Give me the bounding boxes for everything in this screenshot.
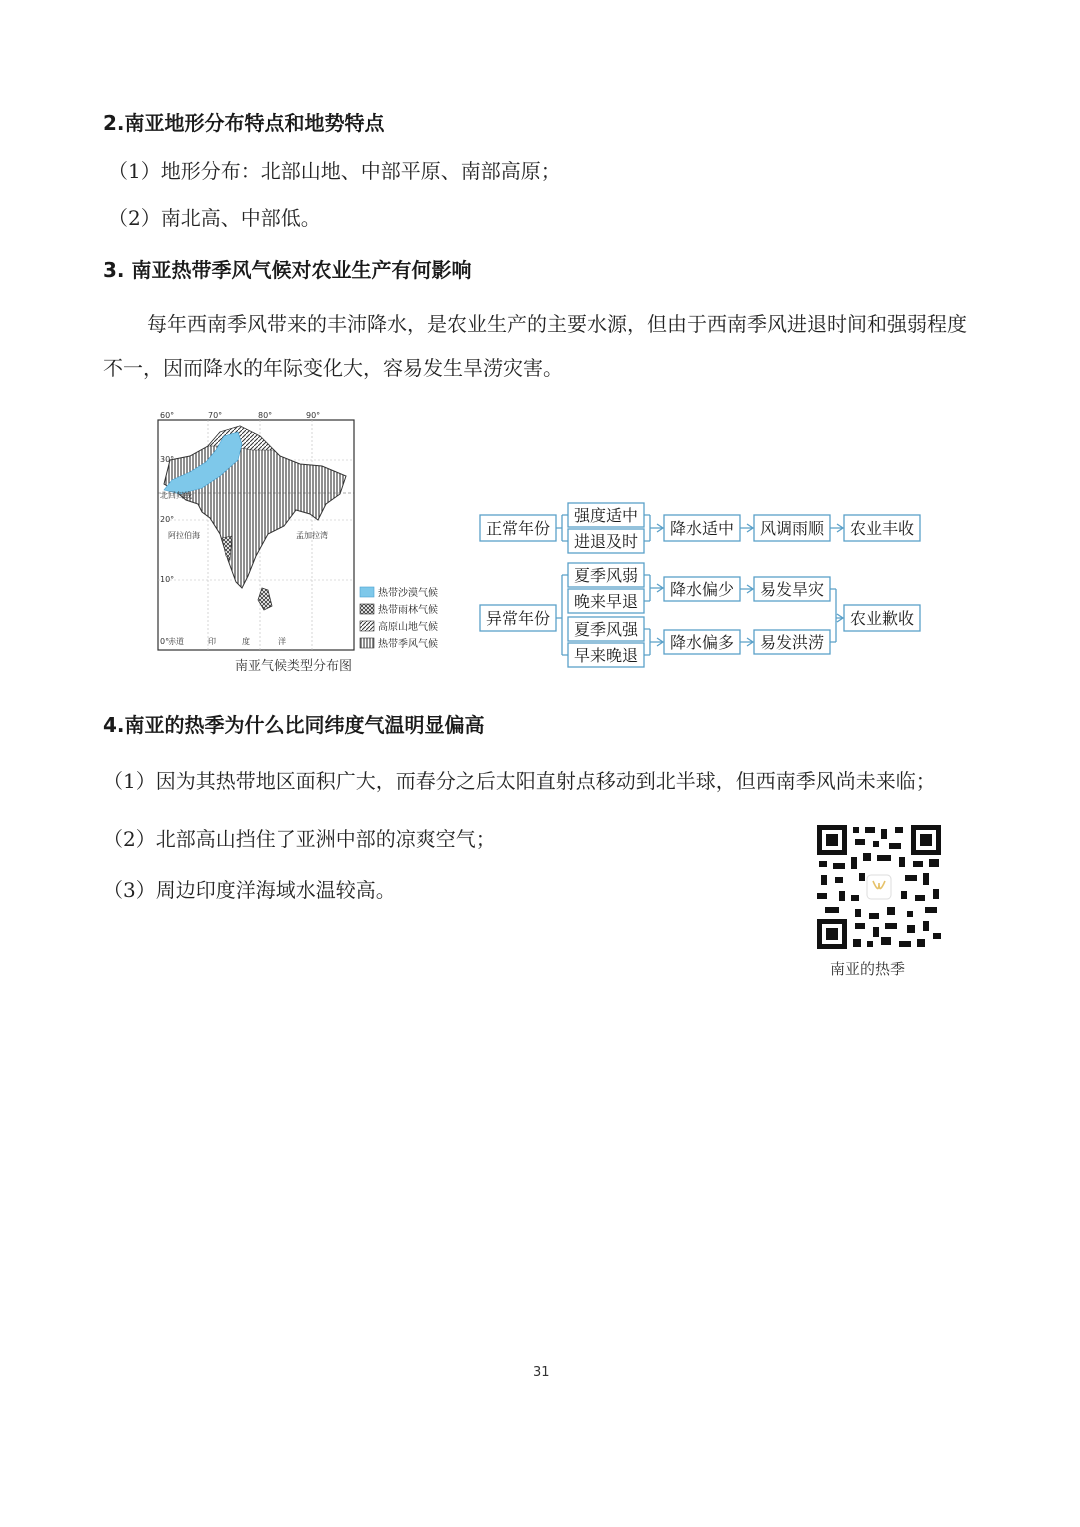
section-4-heading: 4.南亚的热季为什么比同纬度气温明显偏高: [103, 713, 485, 737]
section-2-item-1: （1）地形分布：北部山地、中部平原、南部高原；: [108, 159, 561, 183]
legend-label-rainforest: 热带雨林气候: [378, 605, 438, 616]
lat-label-10: 10°: [160, 575, 175, 584]
legend-swatch-rainforest: [360, 604, 374, 614]
legend-label-desert: 热带沙漠气候: [378, 588, 438, 599]
text-wet-cause-2: 早来晚退: [573, 646, 639, 665]
text-dry-result-1: 降水偏少: [669, 580, 735, 599]
bay-of-bengal-label: 孟加拉湾: [296, 531, 328, 540]
indian-ocean-label-2: 度: [242, 637, 250, 646]
text-normal-result-2: 风调雨顺: [759, 519, 825, 538]
text-normal-cause-2: 进退及时: [573, 532, 639, 551]
arabian-sea-label: 阿拉伯海: [168, 531, 200, 540]
text-normal-result-3: 农业丰收: [849, 519, 915, 538]
text-wet-result-1: 降水偏多: [669, 633, 735, 652]
lon-label-70: 70°: [208, 411, 223, 420]
text-wet-result-2: 易发洪涝: [759, 633, 825, 652]
section-3-heading: 3. 南亚热带季风气候对农业生产有何影响: [103, 258, 472, 282]
text-dry-result-2: 易发旱灾: [759, 580, 825, 599]
text-normal-cause-1: 强度适中: [573, 506, 639, 525]
text-normal-result-1: 降水适中: [669, 519, 735, 538]
section-2-heading: 2.南亚地形分布特点和地势特点: [103, 111, 385, 135]
map-legend: [360, 586, 438, 650]
legend-swatch-highland: [360, 621, 374, 631]
lon-label-60: 60°: [160, 411, 175, 420]
lon-label-90: 90°: [306, 411, 321, 420]
qr-caption: 南亚的热季: [830, 960, 906, 978]
section-3-paragraph: 每年西南季风带来的丰沛降水，是农业生产的主要水源，但由于西南季风进退时间和强弱程度不一，因而降水的年际变化大，容易发生旱涝灾害。: [103, 312, 967, 380]
flow-diagram: [470, 495, 930, 675]
legend-swatch-monsoon: [360, 638, 374, 648]
equator-label: 赤道: [168, 637, 184, 646]
lat-label-20: 20°: [160, 515, 175, 524]
text-dry-cause-2: 晚来早退: [573, 592, 639, 611]
map-caption: 南亚气候类型分布图: [235, 659, 353, 674]
lat-label-0: 0°: [160, 637, 170, 646]
legend-label-monsoon: 热带季风气候: [378, 639, 438, 650]
text-wet-cause-1: 夏季风强: [573, 620, 639, 639]
page-number: 31: [533, 1365, 550, 1380]
qr-code[interactable]: [815, 823, 943, 951]
lon-label-80: 80°: [258, 411, 273, 420]
indian-ocean-label-3: 洋: [278, 637, 286, 646]
text-abnormal-year: 异常年份: [485, 609, 551, 628]
section-4-item-3: （3）周边印度洋海域水温较高。: [103, 878, 396, 902]
section-4-item-1: （1）因为其热带地区面积广大，而春分之后太阳直射点移动到北半球，但西南季风尚未来临；: [103, 769, 936, 793]
text-bad-harvest: 农业歉收: [849, 609, 915, 628]
section-4-item-2: （2）北部高山挡住了亚洲中部的凉爽空气；: [103, 827, 496, 851]
text-dry-cause-1: 夏季风弱: [573, 566, 639, 585]
indian-ocean-label-1: 印: [208, 637, 216, 646]
lat-label-30: 30°: [160, 455, 175, 464]
legend-swatch-desert: [360, 587, 374, 597]
climate-map: [150, 410, 460, 660]
section-2-item-2: （2）南北高、中部低。: [108, 206, 321, 230]
tropic-label: 北回归线: [160, 491, 192, 500]
text-normal-year: 正常年份: [485, 519, 551, 538]
legend-label-highland: 高原山地气候: [378, 622, 438, 633]
